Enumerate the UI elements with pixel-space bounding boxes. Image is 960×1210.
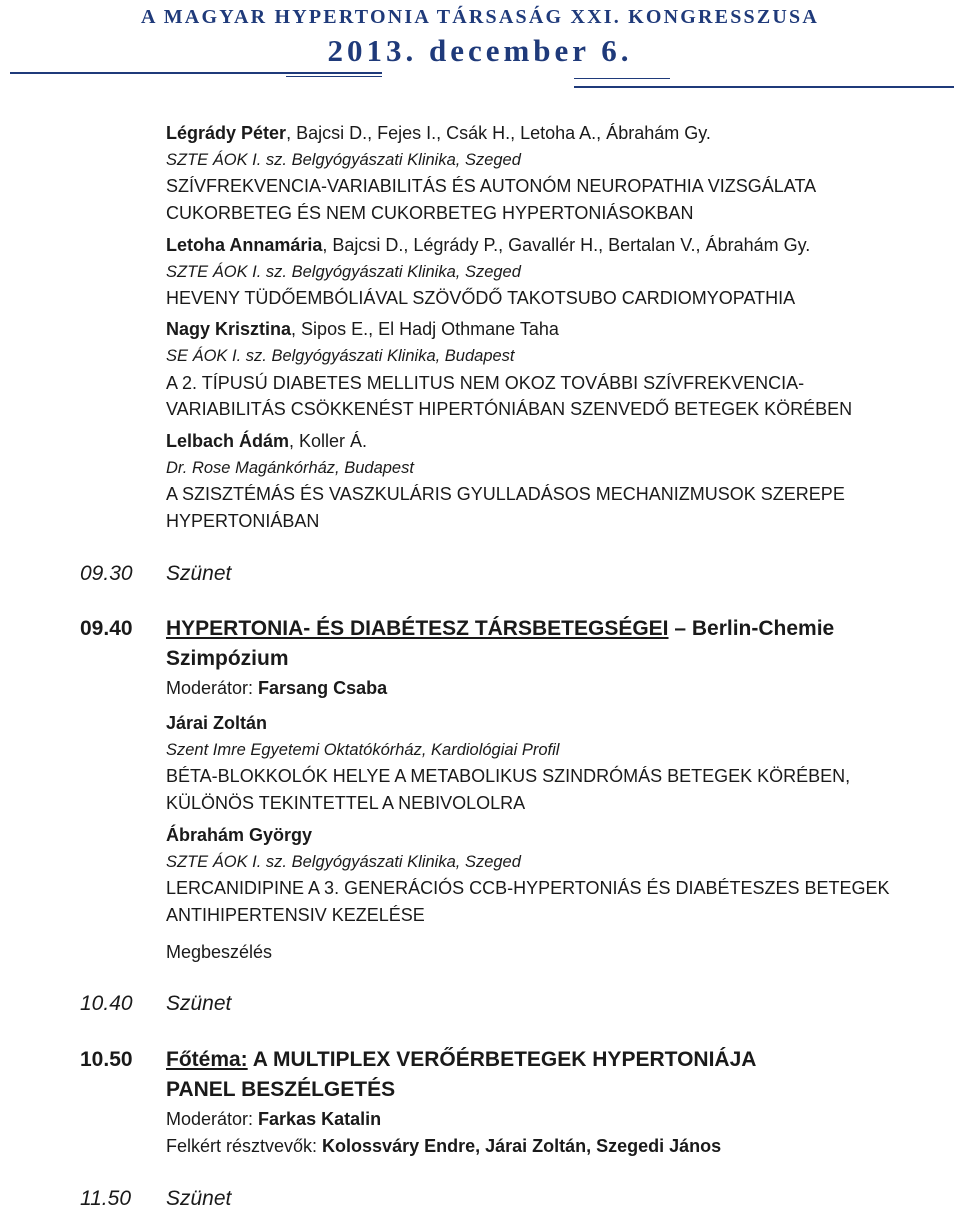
abstract-affiliation: Dr. Rose Magánkórház, Budapest [166,459,414,477]
discussion-label: Megbeszélés [166,942,273,962]
break-label: Szünet [166,992,232,1015]
abstract-affiliation: SZTE ÁOK I. sz. Belgyógyászati Klinika, Szeged [166,263,521,281]
talk-title-line: ANTIHIPERTENSIV KEZELÉSE [166,905,425,925]
abstract-authors [166,234,810,256]
co-authors: , Bajcsi D., Légrády P., Gavallér H., Bertalan V., Ábrahám Gy. [322,235,811,255]
abstract-title-line: A SZISZTÉMÁS ÉS VASZKULÁRIS GYULLADÁSOS MECHANIZMUSOK SZEREPE [166,484,845,504]
presenting-author: Lelbach Ádám [166,431,290,451]
co-authors: , Bajcsi D., Fejes I., Csák H., Letoha A., Ábrahám Gy. [286,123,711,143]
symposium-title-underlined: HYPERTONIA- ÉS DIABÉTESZ TÁRSBETEGSÉGEI [166,617,669,640]
abstract-authors [166,318,559,340]
abstract-title-line: VARIABILITÁS CSÖKKENÉST HIPERTÓNIÁBAN SZENVEDŐ BETEGEK KÖRÉBEN [166,399,853,419]
symposium-moderator [166,677,387,699]
main-topic-moderator [166,1108,381,1130]
symposium-title [166,615,834,643]
symposium-title-line2: Szimpózium [166,647,289,670]
abstract-affiliation: SE ÁOK I. sz. Belgyógyászati Klinika, Budapest [166,347,515,365]
abstract-affiliation: SZTE ÁOK I. sz. Belgyógyászati Klinika, Szeged [166,151,521,169]
main-topic-title-text: A MULTIPLEX VERŐÉRBETEGEK HYPERTONIÁJA [247,1048,757,1071]
talk-speaker: Ábrahám György [166,825,313,845]
moderator-name: Farsang Csaba [258,678,388,698]
session-time: 10.50 [80,1048,133,1071]
moderator-label: Moderátor: [166,678,259,698]
header-rule-left [10,72,382,74]
abstract-title-line: SZÍVFREKVENCIA-VARIABILITÁS ÉS AUTONÓM NEUROPATHIA VIZSGÁLATA [166,176,817,196]
moderator-label: Moderátor: [166,1109,259,1129]
presenting-author: Légrády Péter [166,123,287,143]
header-rule-short-right [574,78,670,79]
break-label: Szünet [166,562,232,585]
symposium-title-sponsor: – Berlin-Chemie [668,617,835,640]
panel-discussion-label: PANEL BESZÉLGETÉS [166,1078,396,1101]
participants-label: Felkért résztvevők: [166,1136,323,1156]
abstract-title-line: CUKORBETEG ÉS NEM CUKORBETEG HYPERTONIÁSOKBAN [166,203,694,223]
co-authors: , Sipos E., El Hadj Othmane Taha [291,319,559,339]
session-time: 09.40 [80,617,133,640]
header-rule-short-left [286,76,382,77]
break-time: 11.50 [80,1187,131,1210]
abstract-title-line: A 2. TÍPUSÚ DIABETES MELLITUS NEM OKOZ TOVÁBBI SZÍVFREKVENCIA- [166,373,805,393]
participants-names: Kolossváry Endre, Járai Zoltán, Szegedi János [322,1136,722,1156]
main-topic-prefix: Főtéma: [166,1048,248,1071]
abstract-title-line: HEVENY TÜDŐEMBÓLIÁVAL SZÖVŐDŐ TAKOTSUBO CARDIOMYOPATHIA [166,288,796,308]
abstract-authors [166,122,711,144]
header-rule-right [574,86,954,88]
moderator-name: Farkas Katalin [258,1109,382,1129]
break-label: Szünet [166,1187,232,1210]
presenting-author: Letoha Annamária [166,235,323,255]
co-authors: , Koller Á. [289,431,368,451]
talk-affiliation: SZTE ÁOK I. sz. Belgyógyászati Klinika, Szeged [166,853,521,871]
presenting-author: Nagy Krisztina [166,319,292,339]
abstract-title-line: HYPERTONIÁBAN [166,511,320,531]
talk-title-line: KÜLÖNÖS TEKINTETTEL A NEBIVOLOLRA [166,793,526,813]
talk-title-line: BÉTA-BLOKKOLÓK HELYE A METABOLIKUS SZINDRÓMÁS BETEGEK KÖRÉBEN, [166,766,851,786]
main-topic-title [166,1046,756,1074]
abstract-authors [166,430,367,452]
congress-title: A MAGYAR HYPERTONIA TÁRSASÁG XXI. KONGRESSZUSA [140,6,820,28]
talk-title-line: LERCANIDIPINE A 3. GENERÁCIÓS CCB-HYPERTONIÁS ÉS DIABÉTESZES BETEGEK [166,878,890,898]
talk-speaker: Járai Zoltán [166,713,268,733]
talk-affiliation: Szent Imre Egyetemi Oktatókórház, Kardiológiai Profil [166,741,560,759]
break-time: 09.30 [80,562,133,585]
congress-date: 2013. december 6. [327,33,633,68]
main-topic-participants [166,1135,721,1157]
break-time: 10.40 [80,992,133,1015]
